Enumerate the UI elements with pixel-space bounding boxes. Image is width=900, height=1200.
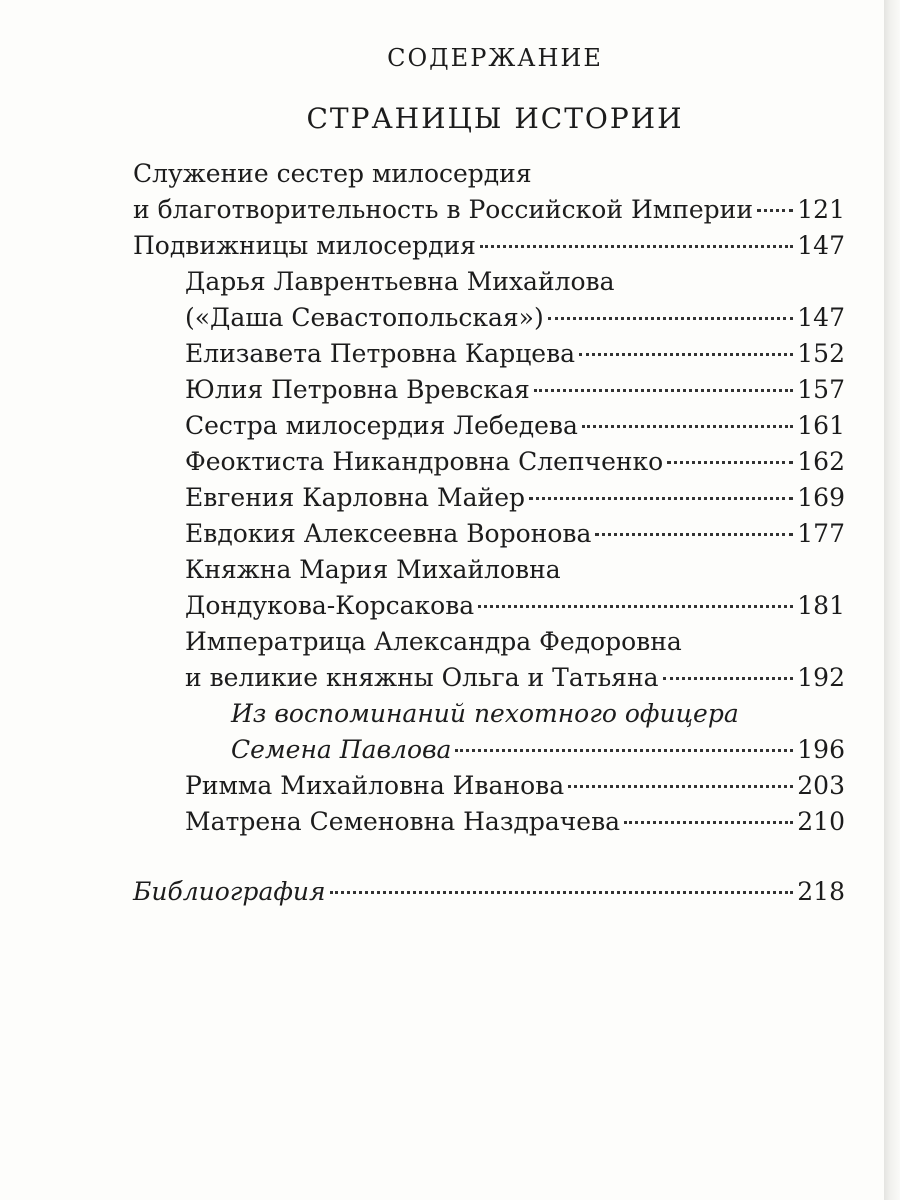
- toc-page-number: 152: [797, 339, 845, 368]
- toc-entry-line: [133, 874, 845, 910]
- toc-entry-text: Семена Павлова: [231, 735, 452, 764]
- toc-entry-line: [185, 480, 845, 516]
- dot-leader: [624, 821, 793, 824]
- toc-entry-text: и великие княжны Ольга и Татьяна: [185, 663, 659, 692]
- toc-entry: [133, 804, 845, 840]
- toc-entry: [133, 516, 845, 552]
- toc-entry-line: [185, 660, 845, 696]
- toc-entry-text: Подвижницы милосердия: [133, 231, 476, 260]
- toc-entry-text: Из воспоминаний пехотного офицера: [231, 699, 739, 728]
- dot-leader: [480, 245, 793, 248]
- toc-page-number: 196: [797, 735, 845, 764]
- toc-entry-line: [185, 372, 845, 408]
- toc-entry-line: [185, 408, 845, 444]
- toc-entry-text: Служение сестер милосердия: [133, 159, 532, 188]
- dot-leader: [548, 317, 794, 320]
- dot-leader: [529, 497, 793, 500]
- toc-gap: [133, 840, 845, 874]
- toc-page-number: 218: [797, 877, 845, 906]
- toc-entry-line: [185, 588, 845, 624]
- toc-entry-text: Императрица Александра Федоровна: [185, 627, 682, 656]
- section-heading: СТРАНИЦЫ ИСТОРИИ: [306, 102, 684, 135]
- dot-leader: [667, 461, 793, 464]
- toc-entry: [133, 372, 845, 408]
- toc-entry-text: и благотворительность в Российской Империи: [133, 195, 753, 224]
- toc-entry-text: Феоктиста Никандровна Слепченко: [185, 447, 664, 476]
- toc-entry-line: [231, 732, 845, 768]
- toc-entry: [133, 696, 845, 768]
- toc-entry-line: [185, 336, 845, 372]
- toc-page-number: 147: [797, 231, 845, 260]
- toc-page-number: 161: [797, 411, 845, 440]
- toc-page-number: 203: [797, 771, 845, 800]
- contents-heading: СОДЕРЖАНИЕ: [387, 44, 603, 72]
- toc-entry-line: [185, 444, 845, 480]
- toc-page-number: 192: [797, 663, 845, 692]
- toc-entry-text: Дондукова-Корсакова: [185, 591, 475, 620]
- toc-entry: [133, 552, 845, 624]
- toc-entry: [133, 336, 845, 372]
- toc-entry: [133, 768, 845, 804]
- dot-leader: [330, 891, 794, 894]
- toc-entry-text: Юлия Петровна Вревская: [185, 375, 530, 404]
- toc-entry-text: («Даша Севастопольская»): [185, 303, 544, 332]
- toc-page-number: 157: [797, 375, 845, 404]
- toc-entry-line: [185, 300, 845, 336]
- toc-entry-line: [133, 192, 845, 228]
- toc-page-number: 169: [797, 483, 845, 512]
- toc-entry-text: Матрена Семеновна Наздрачева: [185, 807, 621, 836]
- toc-entry-text: Сестра милосердия Лебедева: [185, 411, 578, 440]
- toc-entry-text: Римма Михайловна Иванова: [185, 771, 565, 800]
- toc-entry-text: Евгения Карловна Майер: [185, 483, 526, 512]
- toc-entry-text: Евдокия Алексеевна Воронова: [185, 519, 592, 548]
- toc-entry: [133, 480, 845, 516]
- toc-page-number: 162: [797, 447, 845, 476]
- toc-entry: [133, 624, 845, 696]
- toc-entry: [133, 444, 845, 480]
- dot-leader: [455, 749, 793, 752]
- toc-entry-text: Библиография: [133, 877, 326, 906]
- dot-leader: [534, 389, 794, 392]
- toc-entry: [133, 408, 845, 444]
- toc-page-number: 121: [797, 195, 845, 224]
- toc-entry-line: [185, 768, 845, 804]
- dot-leader: [582, 425, 793, 428]
- dot-leader: [595, 533, 793, 536]
- toc-entry-line: [185, 516, 845, 552]
- toc-entry: [133, 156, 845, 228]
- toc-page-number: 181: [797, 591, 845, 620]
- toc-entry: [133, 264, 845, 336]
- toc-entry-line: [185, 804, 845, 840]
- dot-leader: [663, 677, 794, 680]
- dot-leader: [579, 353, 793, 356]
- toc-entry-bibliography: [133, 874, 845, 910]
- toc-entry-text: Княжна Мария Михайловна: [185, 555, 561, 584]
- toc-page-number: 210: [797, 807, 845, 836]
- dot-leader: [478, 605, 793, 608]
- page-edge: [884, 0, 900, 1200]
- toc-entry-text: Елизавета Петровна Карцева: [185, 339, 576, 368]
- toc-page-number: 177: [797, 519, 845, 548]
- toc-page-number: 147: [797, 303, 845, 332]
- toc-entry-line: [133, 228, 845, 264]
- dot-leader: [757, 209, 793, 212]
- dot-leader: [568, 785, 793, 788]
- table-of-contents: [133, 156, 845, 910]
- toc-entry-text: Дарья Лаврентьевна Михайлова: [185, 267, 615, 296]
- toc-entries: [133, 156, 845, 840]
- toc-entry: [133, 228, 845, 264]
